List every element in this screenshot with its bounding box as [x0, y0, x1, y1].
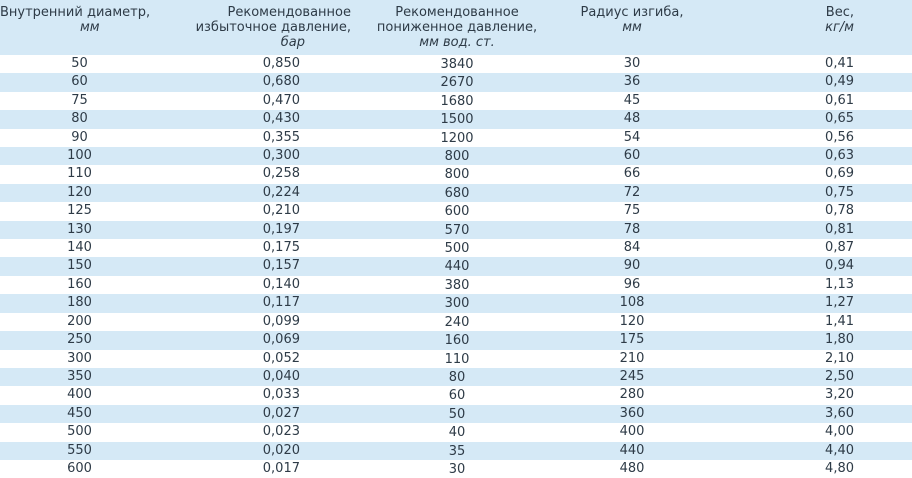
cell-vacuum: 40: [448, 425, 466, 441]
cell-vacuum: 500: [444, 241, 470, 257]
cell-inner-diameter: 250: [0, 331, 159, 349]
cell-overpressure: 0,258: [262, 166, 300, 182]
cell-bend-radius: 30: [623, 56, 641, 71]
table-row: [0, 442, 912, 460]
table-row: [0, 147, 912, 165]
cell-overpressure: 0,224: [159, 184, 357, 202]
cell-bend-radius: 108: [557, 294, 707, 312]
cell-inner-diameter: 130: [0, 221, 159, 239]
cell-vacuum: 600: [444, 204, 470, 220]
cell-bend-radius: 480: [619, 460, 645, 476]
cell-vacuum: 50: [357, 405, 557, 423]
cell-weight: 1,41: [825, 313, 854, 329]
cell-bend-radius: 245: [557, 368, 707, 386]
cell-overpressure: 0,040: [159, 368, 357, 386]
cell-overpressure: 0,069: [159, 331, 357, 349]
table-row: [0, 313, 912, 331]
table-row: [0, 368, 912, 386]
cell-weight: 0,94: [707, 257, 912, 275]
cell-weight: 0,69: [825, 166, 854, 182]
cell-vacuum: 440: [357, 257, 557, 275]
cell-bend-radius: 90: [557, 257, 707, 275]
header-inner-diameter: [0, 0, 159, 55]
cell-overpressure: 0,680: [159, 73, 357, 91]
cell-overpressure: 0,017: [262, 460, 300, 476]
cell-vacuum: 1680: [440, 93, 474, 109]
cell-vacuum: 1500: [357, 110, 557, 128]
header-inner-diameter-unit: мм: [80, 20, 100, 35]
table-row: [0, 331, 912, 349]
cell-weight: 0,41: [825, 56, 854, 71]
cell-vacuum: 800: [357, 147, 557, 165]
cell-overpressure: 0,157: [159, 257, 357, 275]
cell-weight: 2,10: [825, 350, 854, 366]
cell-bend-radius: 84: [623, 240, 641, 256]
cell-vacuum: 30: [448, 461, 466, 477]
cell-inner-diameter: 400: [67, 387, 92, 403]
cell-overpressure: 0,140: [262, 276, 300, 292]
cell-bend-radius: 400: [619, 424, 645, 440]
cell-bend-radius: 120: [619, 313, 645, 329]
cell-overpressure: 0,300: [159, 147, 357, 165]
cell-vacuum: 80: [357, 368, 557, 386]
table-row: [0, 129, 912, 147]
table-row: [0, 55, 912, 73]
cell-inner-diameter: 50: [71, 56, 88, 71]
cell-overpressure: 0,099: [262, 313, 300, 329]
cell-overpressure: 0,052: [262, 350, 300, 366]
cell-weight: 3,60: [707, 405, 912, 423]
table-row: [0, 110, 912, 128]
cell-weight: 4,80: [825, 460, 854, 476]
cell-weight: 0,75: [707, 184, 912, 202]
cell-overpressure: 0,430: [159, 110, 357, 128]
table-row: [0, 257, 912, 275]
cell-weight: 0,87: [825, 240, 854, 256]
table-row: [0, 73, 912, 91]
cell-weight: 0,78: [825, 203, 854, 219]
header-bend-radius-unit: мм: [622, 20, 642, 35]
cell-bend-radius: 175: [557, 331, 707, 349]
cell-overpressure: 0,210: [262, 203, 300, 219]
cell-bend-radius: 66: [623, 166, 641, 182]
cell-overpressure: 0,023: [262, 424, 300, 440]
table-row: [0, 202, 912, 220]
cell-overpressure: 0,470: [262, 92, 300, 108]
cell-overpressure: 0,175: [262, 240, 300, 256]
cell-inner-diameter: 125: [67, 203, 92, 219]
cell-overpressure: 0,355: [262, 129, 300, 145]
cell-bend-radius: 96: [623, 276, 641, 292]
cell-weight: 0,61: [825, 92, 854, 108]
cell-bend-radius: 54: [623, 129, 641, 145]
cell-vacuum: 3840: [440, 57, 474, 72]
cell-weight: 0,65: [707, 110, 912, 128]
cell-weight: 0,81: [707, 221, 912, 239]
cell-inner-diameter: 80: [0, 110, 159, 128]
cell-inner-diameter: 200: [67, 313, 92, 329]
table-header-row: [0, 0, 912, 55]
cell-weight: 0,56: [825, 129, 854, 145]
cell-vacuum: 110: [444, 351, 470, 367]
cell-inner-diameter: 600: [67, 460, 92, 476]
cell-vacuum: 35: [357, 442, 557, 460]
header-inner-diameter-title: Внутренний диаметр,: [0, 5, 151, 20]
cell-overpressure: 0,020: [159, 442, 357, 460]
cell-weight: 1,13: [825, 276, 854, 292]
cell-bend-radius: 210: [619, 350, 645, 366]
table-row: [0, 386, 912, 404]
table-row: [0, 239, 912, 257]
cell-weight: 1,27: [707, 294, 912, 312]
cell-inner-diameter: 300: [67, 350, 92, 366]
cell-bend-radius: 48: [557, 110, 707, 128]
cell-weight: 0,49: [707, 73, 912, 91]
table-row: [0, 221, 912, 239]
cell-weight: 3,20: [825, 387, 854, 403]
table-row: [0, 423, 912, 441]
table-body: [0, 55, 912, 478]
cell-inner-diameter: 120: [0, 184, 159, 202]
cell-vacuum: 570: [357, 221, 557, 239]
cell-vacuum: 240: [444, 314, 470, 330]
header-vacuum-unit: мм вод. ст.: [419, 35, 495, 50]
cell-vacuum: 1200: [440, 130, 474, 146]
cell-overpressure: 0,033: [262, 387, 300, 403]
cell-inner-diameter: 450: [0, 405, 159, 423]
cell-weight: 0,63: [707, 147, 912, 165]
cell-weight: 4,40: [707, 442, 912, 460]
cell-overpressure: 0,117: [159, 294, 357, 312]
cell-inner-diameter: 550: [0, 442, 159, 460]
cell-inner-diameter: 60: [0, 73, 159, 91]
cell-overpressure: 0,027: [159, 405, 357, 423]
header-overpressure: [159, 0, 357, 55]
cell-inner-diameter: 110: [67, 166, 92, 182]
header-weight-unit: кг/м: [825, 20, 854, 35]
cell-bend-radius: 45: [623, 92, 641, 108]
table-row: [0, 350, 912, 368]
cell-inner-diameter: 75: [71, 92, 88, 108]
cell-bend-radius: 360: [557, 405, 707, 423]
cell-bend-radius: 75: [623, 203, 641, 219]
table-row: [0, 276, 912, 294]
cell-vacuum: 300: [357, 294, 557, 312]
cell-bend-radius: 72: [557, 184, 707, 202]
table-row: [0, 460, 912, 478]
cell-vacuum: 380: [444, 277, 470, 293]
header-overpressure-title: Рекомендованное избыточное давление,: [195, 5, 351, 35]
header-weight: [707, 0, 912, 55]
cell-overpressure: 0,197: [159, 221, 357, 239]
table-row: [0, 184, 912, 202]
cell-inner-diameter: 150: [0, 257, 159, 275]
header-overpressure-unit: бар: [280, 35, 305, 50]
cell-vacuum: 60: [448, 388, 466, 404]
cell-inner-diameter: 350: [0, 368, 159, 386]
cell-bend-radius: 280: [619, 387, 645, 403]
cell-inner-diameter: 500: [67, 424, 92, 440]
cell-inner-diameter: 140: [67, 240, 92, 256]
cell-weight: 2,50: [707, 368, 912, 386]
header-bend-radius: [557, 0, 707, 55]
header-weight-title: Вес,: [825, 5, 854, 20]
table-row: [0, 294, 912, 312]
cell-vacuum: 800: [444, 167, 470, 183]
header-vacuum-title: Рекомендованное пониженное давление,: [376, 5, 538, 35]
cell-weight: 1,80: [707, 331, 912, 349]
cell-vacuum: 160: [357, 331, 557, 349]
header-bend-radius-title: Радиус изгиба,: [580, 5, 684, 20]
cell-inner-diameter: 160: [67, 276, 92, 292]
cell-inner-diameter: 100: [0, 147, 159, 165]
header-vacuum: [357, 0, 557, 55]
cell-bend-radius: 440: [557, 442, 707, 460]
cell-bend-radius: 60: [557, 147, 707, 165]
cell-inner-diameter: 180: [0, 294, 159, 312]
cell-bend-radius: 36: [557, 73, 707, 91]
table-row: [0, 405, 912, 423]
cell-overpressure: 0,850: [262, 56, 300, 71]
table-row: [0, 92, 912, 110]
cell-vacuum: 680: [357, 184, 557, 202]
cell-weight: 4,00: [825, 424, 854, 440]
cell-inner-diameter: 90: [71, 129, 88, 145]
cell-bend-radius: 78: [557, 221, 707, 239]
cell-vacuum: 2670: [357, 73, 557, 91]
table-row: [0, 165, 912, 183]
